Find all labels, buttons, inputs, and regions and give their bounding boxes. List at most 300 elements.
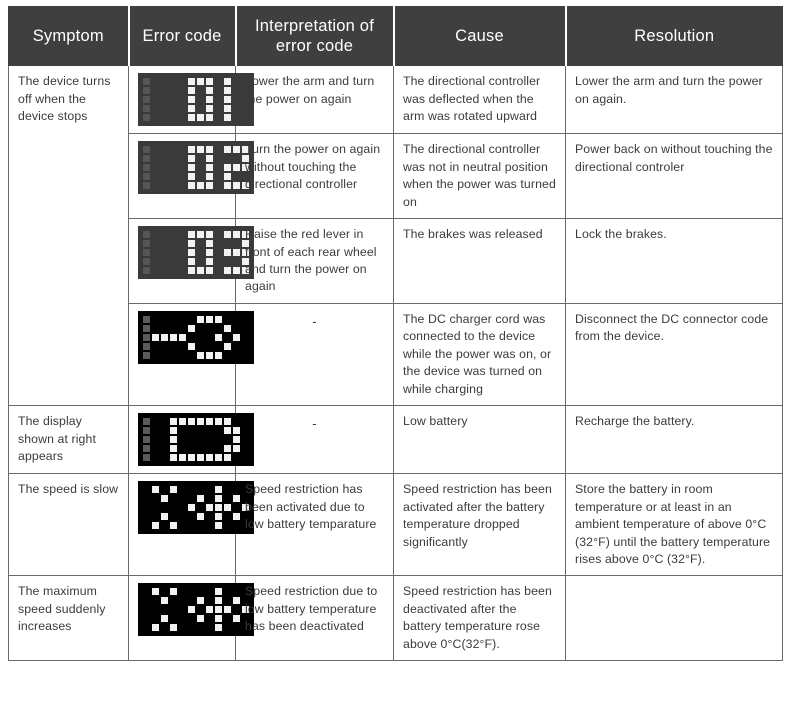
led-pixel [233,445,240,452]
led-pixel [215,249,222,256]
led-pixel [224,436,231,443]
led-pixel [206,352,213,359]
led-pixel [224,427,231,434]
led-pixel [224,96,231,103]
cell-cause: Low battery [394,406,566,474]
led-pixel [233,231,240,238]
led-pixel [197,624,204,631]
led-pixel [197,615,204,622]
led-pixel [206,522,213,529]
led-pixel [224,182,231,189]
led-pixel [188,504,195,511]
led-pixel [170,454,177,461]
led-pixel [197,173,204,180]
led-pixel [152,258,159,265]
cell-interpretation: Lower the arm and turn the power on again [236,66,394,134]
led-pixel-row [142,172,250,181]
led-pixel [161,87,168,94]
led-display-03 [138,226,254,279]
led-pixel-row [142,324,250,333]
led-pixel-row [142,266,250,275]
led-pixel [188,249,195,256]
led-pixel [233,325,240,332]
led-pixel [170,597,177,604]
led-pixel [143,146,150,153]
led-pixel [233,114,240,121]
led-pixel [161,454,168,461]
led-pixel [170,522,177,529]
led-pixel [215,155,222,162]
led-pixel [179,249,186,256]
led-pixel [161,105,168,112]
led-pixel [143,325,150,332]
led-pixel [143,105,150,112]
cell-interpretation: Turn the power on again without touching the directional controller [236,134,394,219]
led-pixel [161,495,168,502]
led-pixel [161,182,168,189]
led-pixel-row [142,444,250,453]
led-pixel [170,164,177,171]
led-pixel [179,78,186,85]
led-pixel [215,445,222,452]
led-pixel [152,343,159,350]
led-display-battery [138,413,254,466]
column-header-cause: Cause [394,7,566,66]
led-pixel [152,454,159,461]
led-pixel [179,164,186,171]
led-pixel-row [142,605,250,614]
led-pixel [188,495,195,502]
led-pixel [197,597,204,604]
led-pixel [170,427,177,434]
led-pixel [224,495,231,502]
led-pixel [188,343,195,350]
led-pixel [152,624,159,631]
led-pixel [206,436,213,443]
led-pixel [170,624,177,631]
led-pixel-row [142,614,250,623]
led-pixel [242,352,249,359]
led-pixel [224,588,231,595]
led-display-01 [138,73,254,126]
led-pixel [152,105,159,112]
led-pixel [233,454,240,461]
led-pixel [152,606,159,613]
led-pixel [188,96,195,103]
led-pixel [188,267,195,274]
led-pixel [224,343,231,350]
led-pixel [224,78,231,85]
led-pixel [152,522,159,529]
led-pixel [170,316,177,323]
cell-resolution: Store the battery in room temperature or at least in an ambient temperature of above 0°C (32°F) until the battery temperature rises above 0°C (32°F). [566,474,783,576]
led-pixel [224,352,231,359]
led-pixel [224,504,231,511]
led-pixel [233,486,240,493]
led-pixel-row [142,104,250,113]
led-pixel [170,606,177,613]
led-pixel [215,146,222,153]
led-pixel [179,258,186,265]
led-pixel [215,325,222,332]
led-pixel [242,114,249,121]
led-pixel [179,495,186,502]
led-pixel [179,624,186,631]
cell-error-code [129,406,236,474]
cell-cause: The DC charger cord was connected to the device while the power was on, or the device was turned on while charging [394,303,566,405]
led-pixel [188,325,195,332]
led-pixel [224,240,231,247]
cell-resolution: Lock the brakes. [566,219,783,304]
led-pixel [179,454,186,461]
led-pixel [233,522,240,529]
led-pixel [206,427,213,434]
led-pixel-row [142,163,250,172]
led-pixel [197,240,204,247]
led-pixel [143,436,150,443]
led-pixel [161,522,168,529]
led-pixel [197,343,204,350]
led-pixel [233,173,240,180]
led-pixel [143,155,150,162]
led-pixel [197,325,204,332]
led-pixel [143,597,150,604]
led-pixel [224,267,231,274]
led-pixel [143,352,150,359]
led-pixel [179,173,186,180]
led-pixel [170,182,177,189]
led-pixel [188,427,195,434]
led-pixel [215,316,222,323]
led-pixel [188,606,195,613]
led-pixel [179,486,186,493]
led-pixel [152,114,159,121]
led-pixel [170,267,177,274]
led-pixel [215,164,222,171]
led-pixel [215,454,222,461]
led-pixel [215,182,222,189]
led-pixel [143,258,150,265]
led-pixel [233,615,240,622]
led-pixel [197,96,204,103]
led-pixel [206,624,213,631]
led-pixel [215,436,222,443]
led-pixel [161,624,168,631]
led-pixel [215,114,222,121]
led-pixel [197,78,204,85]
led-pixel [152,418,159,425]
led-pixel [206,96,213,103]
cell-resolution: Recharge the battery. [566,406,783,474]
led-pixel [188,258,195,265]
led-pixel [161,231,168,238]
table-row [9,406,783,474]
led-pixel [197,105,204,112]
led-pixel [188,316,195,323]
led-pixel [170,436,177,443]
table-body [9,66,783,661]
led-pixel [161,114,168,121]
table-row [9,576,783,661]
led-pixel [233,96,240,103]
led-pixel [152,155,159,162]
led-pixel [197,445,204,452]
led-pixel [161,418,168,425]
led-pixel [188,597,195,604]
led-pixel [188,454,195,461]
led-pixel [224,146,231,153]
led-pixel-row [142,426,250,435]
led-pixel [242,334,249,341]
led-pixel [152,504,159,511]
led-pixel [170,513,177,520]
led-pixel [170,105,177,112]
led-pixel [143,588,150,595]
led-pixel [188,334,195,341]
led-pixel [206,606,213,613]
led-pixel [206,504,213,511]
led-pixel [161,615,168,622]
cell-interpretation [236,303,394,405]
led-pixel [179,146,186,153]
led-pixel [215,597,222,604]
led-pixel [206,249,213,256]
led-pixel [188,182,195,189]
led-pixel-row [142,342,250,351]
led-pixel [179,513,186,520]
led-pixel [179,427,186,434]
led-pixel [152,164,159,171]
led-display-02 [138,141,254,194]
led-pixel [152,495,159,502]
led-pixel [179,522,186,529]
led-pixel [215,624,222,631]
led-pixel [215,427,222,434]
led-pixel [206,105,213,112]
led-pixel [242,325,249,332]
led-pixel [215,418,222,425]
led-pixel [206,155,213,162]
led-pixel [143,231,150,238]
led-pixel [143,427,150,434]
led-pixel [179,155,186,162]
led-pixel [215,258,222,265]
led-pixel [152,588,159,595]
cell-resolution: Disconnect the DC connector code from the device. [566,303,783,405]
led-pixel [206,343,213,350]
error-code-table [8,6,783,661]
led-pixel [197,146,204,153]
led-pixel [170,334,177,341]
led-pixel [197,513,204,520]
led-pixel [215,495,222,502]
led-pixel [215,105,222,112]
led-pixel [224,597,231,604]
led-pixel [161,513,168,520]
led-pixel [161,504,168,511]
led-pixel [170,78,177,85]
led-pixel [206,316,213,323]
led-pixel [197,267,204,274]
led-pixel [233,182,240,189]
led-pixel [197,495,204,502]
led-pixel [224,418,231,425]
led-pixel [188,418,195,425]
led-pixel [143,267,150,274]
led-pixel [188,522,195,529]
led-pixel [179,418,186,425]
led-pixel [233,504,240,511]
led-pixel [152,96,159,103]
led-pixel [188,445,195,452]
led-pixel [152,436,159,443]
led-pixel-row [142,154,250,163]
cell-error-code [129,66,236,134]
led-pixel [152,325,159,332]
led-pixel-row [142,248,250,257]
led-display-snowflake-2 [138,583,254,636]
led-pixel [215,173,222,180]
led-pixel [224,334,231,341]
led-pixel [179,343,186,350]
led-pixel [179,597,186,604]
led-pixel [224,105,231,112]
led-pixel-row [142,239,250,248]
led-pixel [233,606,240,613]
led-pixel [179,316,186,323]
led-pixel [233,436,240,443]
led-pixel [233,155,240,162]
led-pixel [152,615,159,622]
led-pixel-row [142,333,250,342]
led-pixel [143,78,150,85]
led-pixel [161,146,168,153]
led-pixel [143,316,150,323]
led-pixel [206,334,213,341]
led-pixel [179,504,186,511]
led-display-dc-plug [138,311,254,364]
led-pixel [233,427,240,434]
led-pixel [197,606,204,613]
led-pixel [233,316,240,323]
led-pixel [215,606,222,613]
led-pixel-row [142,485,250,494]
led-pixel [188,173,195,180]
led-pixel [233,240,240,247]
led-pixel [161,316,168,323]
led-pixel [206,588,213,595]
led-pixel [233,78,240,85]
led-pixel [197,352,204,359]
led-pixel [188,164,195,171]
led-pixel [224,155,231,162]
led-pixel [170,258,177,265]
led-pixel [242,436,249,443]
led-pixel [143,173,150,180]
led-pixel [197,588,204,595]
led-pixel [188,105,195,112]
led-pixel [224,173,231,180]
cell-cause: The directional controller was deflected when the arm was rotated upward [394,66,566,134]
led-pixel [215,231,222,238]
led-pixel [197,164,204,171]
led-pixel [215,78,222,85]
led-pixel [161,588,168,595]
led-pixel [179,267,186,274]
led-pixel [179,606,186,613]
led-pixel-row [142,587,250,596]
led-pixel-row [142,596,250,605]
led-pixel [161,597,168,604]
led-pixel [206,173,213,180]
led-pixel-row [142,417,250,426]
led-pixel [179,240,186,247]
led-pixel [143,334,150,341]
cell-cause: The brakes was released [394,219,566,304]
led-pixel-row [142,230,250,239]
led-pixel [161,343,168,350]
led-pixel-row [142,315,250,324]
led-pixel [170,173,177,180]
led-pixel [215,615,222,622]
led-pixel [179,325,186,332]
led-pixel-row [142,521,250,530]
led-pixel [170,146,177,153]
led-pixel-row [142,95,250,104]
led-pixel [197,231,204,238]
led-pixel [161,427,168,434]
cell-error-code [129,219,236,304]
led-pixel [179,352,186,359]
led-pixel [143,624,150,631]
led-pixel-row [142,494,250,503]
led-pixel [188,615,195,622]
table-row [9,474,783,576]
led-pixel [215,504,222,511]
empty-dash: - [312,416,317,432]
led-pixel [170,231,177,238]
led-pixel [215,334,222,341]
led-pixel-row [142,351,250,360]
led-pixel [143,454,150,461]
led-pixel [170,240,177,247]
led-pixel [143,615,150,622]
led-pixel [143,114,150,121]
led-pixel [143,504,150,511]
led-pixel [242,316,249,323]
led-pixel [188,87,195,94]
led-pixel [206,78,213,85]
led-pixel [206,418,213,425]
led-pixel [197,418,204,425]
led-pixel [224,87,231,94]
led-pixel [188,624,195,631]
led-pixel [143,164,150,171]
led-pixel [170,155,177,162]
cell-resolution: Power back on without touching the directional controler [566,134,783,219]
led-pixel [242,454,249,461]
led-pixel [224,114,231,121]
cell-error-code [129,134,236,219]
led-pixel [206,267,213,274]
led-pixel [197,249,204,256]
led-pixel [161,606,168,613]
led-pixel [170,87,177,94]
led-pixel [170,418,177,425]
led-pixel [224,258,231,265]
led-pixel [152,87,159,94]
led-pixel [161,240,168,247]
